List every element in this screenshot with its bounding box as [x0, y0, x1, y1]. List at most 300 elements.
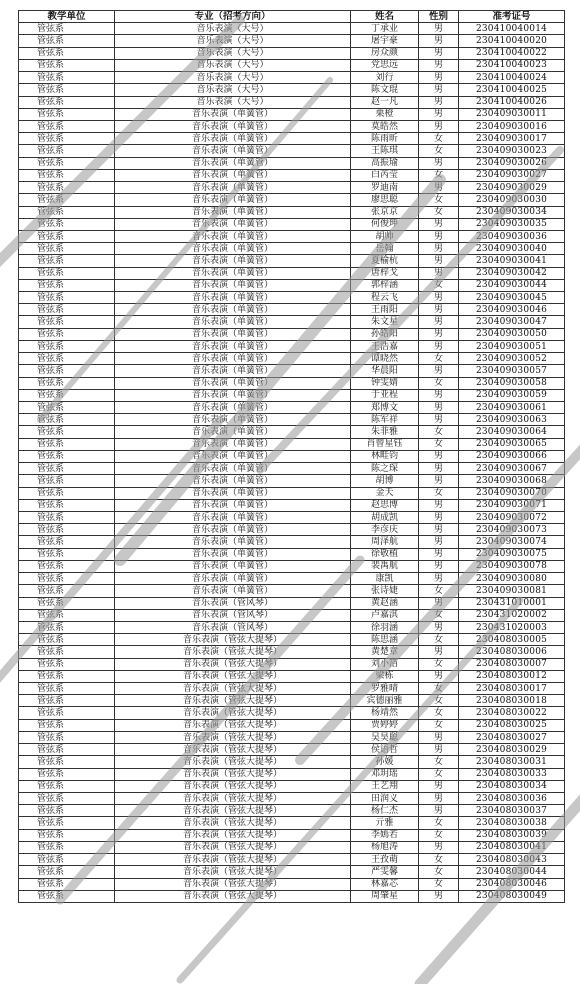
cell-exam-number: 230409030066 [459, 450, 565, 462]
table-row [19, 499, 565, 511]
cell-teaching-unit: 管弦系 [19, 817, 115, 829]
cell-teaching-unit: 管弦系 [19, 145, 115, 157]
cell-major: 音乐表演（大号） [115, 23, 351, 35]
cell-name: 朱菲雅 [351, 426, 419, 438]
table-row [19, 340, 565, 352]
cell-gender: 男 [419, 96, 459, 108]
cell-gender: 女 [419, 133, 459, 145]
cell-teaching-unit: 管弦系 [19, 634, 115, 646]
cell-exam-number: 230408030022 [459, 707, 565, 719]
cell-teaching-unit: 管弦系 [19, 206, 115, 218]
cell-gender: 男 [419, 524, 459, 536]
cell-name: 白芮莹 [351, 169, 419, 181]
cell-major: 音乐表演（单簧管） [115, 133, 351, 145]
cell-major: 音乐表演（大号） [115, 35, 351, 47]
cell-name: 田润义 [351, 793, 419, 805]
cell-name: 党思远 [351, 59, 419, 71]
cell-teaching-unit: 管弦系 [19, 744, 115, 756]
cell-teaching-unit: 管弦系 [19, 133, 115, 145]
table-row [19, 793, 565, 805]
cell-name: 王浩嘉 [351, 340, 419, 352]
cell-exam-number: 230410040014 [459, 23, 565, 35]
cell-name: 杨旭涛 [351, 841, 419, 853]
cell-gender: 男 [419, 243, 459, 255]
cell-name: 李彦庆 [351, 524, 419, 536]
cell-exam-number: 230408030039 [459, 829, 565, 841]
cell-major: 音乐表演（单簧管） [115, 377, 351, 389]
cell-name: 张诗婕 [351, 585, 419, 597]
cell-gender: 女 [419, 695, 459, 707]
cell-name: 王陈琪 [351, 145, 419, 157]
table-row [19, 731, 565, 743]
cell-major: 音乐表演（单簧管） [115, 120, 351, 132]
cell-major: 音乐表演（管弦大提琴） [115, 878, 351, 890]
cell-gender: 男 [419, 59, 459, 71]
table-row [19, 84, 565, 96]
cell-major: 音乐表演（管弦大提琴） [115, 731, 351, 743]
cell-major: 音乐表演（单簧管） [115, 243, 351, 255]
cell-gender: 男 [419, 670, 459, 682]
table-row [19, 267, 565, 279]
cell-exam-number: 230409030080 [459, 573, 565, 585]
cell-exam-number: 230410040020 [459, 35, 565, 47]
cell-name: 黄赵涵 [351, 597, 419, 609]
cell-teaching-unit: 管弦系 [19, 548, 115, 560]
table-row [19, 805, 565, 817]
table-row [19, 829, 565, 841]
table-row [19, 230, 565, 242]
cell-name: 程云飞 [351, 292, 419, 304]
cell-major: 音乐表演（管弦大提琴） [115, 634, 351, 646]
table-row [19, 108, 565, 120]
table-row [19, 169, 565, 181]
table-row [19, 511, 565, 523]
cell-major: 音乐表演（管风琴） [115, 597, 351, 609]
table-row [19, 719, 565, 731]
cell-gender: 男 [419, 646, 459, 658]
cell-major: 音乐表演（单簧管） [115, 108, 351, 120]
cell-major: 音乐表演（管弦大提琴） [115, 683, 351, 695]
admission-table [18, 10, 565, 903]
cell-name: 廖思聪 [351, 194, 419, 206]
cell-major: 音乐表演（单簧管） [115, 145, 351, 157]
cell-gender: 女 [419, 768, 459, 780]
cell-exam-number: 230409030068 [459, 475, 565, 487]
cell-gender: 女 [419, 719, 459, 731]
table-row [19, 450, 565, 462]
header-major: 专业（招考方向） [115, 11, 351, 23]
cell-exam-number: 230409030029 [459, 182, 565, 194]
table-row [19, 524, 565, 536]
cell-gender: 男 [419, 463, 459, 475]
cell-major: 音乐表演（单簧管） [115, 463, 351, 475]
cell-teaching-unit: 管弦系 [19, 304, 115, 316]
cell-major: 音乐表演（管弦大提琴） [115, 646, 351, 658]
cell-major: 音乐表演（管弦大提琴） [115, 866, 351, 878]
cell-exam-number: 230409030081 [459, 585, 565, 597]
cell-name: 郭梓涵 [351, 279, 419, 291]
cell-teaching-unit: 管弦系 [19, 475, 115, 487]
cell-name: 周泽航 [351, 536, 419, 548]
cell-major: 音乐表演（单簧管） [115, 475, 351, 487]
cell-name: 华晨阳 [351, 365, 419, 377]
table-row [19, 304, 565, 316]
cell-exam-number: 230409030050 [459, 328, 565, 340]
cell-teaching-unit: 管弦系 [19, 499, 115, 511]
cell-exam-number: 230409030059 [459, 389, 565, 401]
cell-exam-number: 230408030012 [459, 670, 565, 682]
cell-name: 林畦钧 [351, 450, 419, 462]
cell-exam-number: 230408030029 [459, 744, 565, 756]
cell-teaching-unit: 管弦系 [19, 353, 115, 365]
cell-gender: 男 [419, 402, 459, 414]
table-row [19, 35, 565, 47]
table-row [19, 768, 565, 780]
table-row [19, 597, 565, 609]
cell-teaching-unit: 管弦系 [19, 573, 115, 585]
cell-exam-number: 230409030078 [459, 560, 565, 572]
cell-exam-number: 230408030034 [459, 780, 565, 792]
cell-major: 音乐表演（管弦大提琴） [115, 841, 351, 853]
cell-name: 王雨阳 [351, 304, 419, 316]
cell-major: 音乐表演（管弦大提琴） [115, 854, 351, 866]
cell-gender: 女 [419, 866, 459, 878]
cell-name: 房众颜 [351, 47, 419, 59]
cell-teaching-unit: 管弦系 [19, 169, 115, 181]
cell-name: 岳翰 [351, 243, 419, 255]
table-row [19, 145, 565, 157]
cell-teaching-unit: 管弦系 [19, 768, 115, 780]
cell-name: 肖曾星钰 [351, 438, 419, 450]
cell-gender: 男 [419, 841, 459, 853]
cell-exam-number: 230409030047 [459, 316, 565, 328]
cell-teaching-unit: 管弦系 [19, 279, 115, 291]
cell-gender: 男 [419, 292, 459, 304]
cell-exam-number: 230409030035 [459, 218, 565, 230]
cell-gender: 女 [419, 279, 459, 291]
cell-name: 黄楚章 [351, 646, 419, 658]
cell-teaching-unit: 管弦系 [19, 96, 115, 108]
cell-teaching-unit: 管弦系 [19, 23, 115, 35]
cell-gender: 男 [419, 108, 459, 120]
cell-name: 赵思博 [351, 499, 419, 511]
cell-teaching-unit: 管弦系 [19, 316, 115, 328]
cell-major: 音乐表演（单簧管） [115, 169, 351, 181]
table-row [19, 854, 565, 866]
cell-gender: 男 [419, 805, 459, 817]
cell-gender: 男 [419, 328, 459, 340]
cell-major: 音乐表演（单簧管） [115, 389, 351, 401]
cell-exam-number: 230408030007 [459, 658, 565, 670]
cell-gender: 女 [419, 169, 459, 181]
table-row [19, 426, 565, 438]
cell-major: 音乐表演（单簧管） [115, 218, 351, 230]
cell-exam-number: 230409030026 [459, 157, 565, 169]
cell-gender: 女 [419, 756, 459, 768]
cell-gender: 男 [419, 621, 459, 633]
cell-major: 音乐表演（单簧管） [115, 402, 351, 414]
cell-teaching-unit: 管弦系 [19, 878, 115, 890]
cell-major: 音乐表演（单簧管） [115, 573, 351, 585]
table-row [19, 658, 565, 670]
cell-gender: 男 [419, 548, 459, 560]
cell-major: 音乐表演（单簧管） [115, 499, 351, 511]
cell-name: 莫皓然 [351, 120, 419, 132]
cell-exam-number: 230410040025 [459, 84, 565, 96]
cell-gender: 女 [419, 829, 459, 841]
cell-major: 音乐表演（管弦大提琴） [115, 756, 351, 768]
cell-exam-number: 230408030031 [459, 756, 565, 768]
cell-major: 音乐表演（单簧管） [115, 560, 351, 572]
cell-teaching-unit: 管弦系 [19, 707, 115, 719]
cell-gender: 女 [419, 487, 459, 499]
cell-major: 音乐表演（管风琴） [115, 609, 351, 621]
cell-teaching-unit: 管弦系 [19, 194, 115, 206]
cell-teaching-unit: 管弦系 [19, 35, 115, 47]
cell-exam-number: 230409030052 [459, 353, 565, 365]
cell-exam-number: 230408030036 [459, 793, 565, 805]
table-row [19, 328, 565, 340]
cell-major: 音乐表演（管弦大提琴） [115, 780, 351, 792]
cell-teaching-unit: 管弦系 [19, 719, 115, 731]
cell-exam-number: 230409030027 [459, 169, 565, 181]
cell-major: 音乐表演（单簧管） [115, 365, 351, 377]
cell-major: 音乐表演（管风琴） [115, 621, 351, 633]
cell-exam-number: 230408030025 [459, 719, 565, 731]
cell-name: 卢嘉淇 [351, 609, 419, 621]
cell-exam-number: 230408030049 [459, 890, 565, 902]
cell-name: 郑博文 [351, 402, 419, 414]
cell-gender: 男 [419, 511, 459, 523]
cell-gender: 女 [419, 585, 459, 597]
cell-teaching-unit: 管弦系 [19, 793, 115, 805]
cell-major: 音乐表演（单簧管） [115, 230, 351, 242]
cell-exam-number: 230408030017 [459, 683, 565, 695]
cell-major: 音乐表演（管弦大提琴） [115, 890, 351, 902]
cell-major: 音乐表演（大号） [115, 47, 351, 59]
cell-major: 音乐表演（单簧管） [115, 279, 351, 291]
cell-gender: 男 [419, 389, 459, 401]
cell-name: 陈文琨 [351, 84, 419, 96]
cell-gender: 男 [419, 780, 459, 792]
cell-name: 张京京 [351, 206, 419, 218]
header-name: 姓名 [351, 11, 419, 23]
cell-gender: 女 [419, 878, 459, 890]
cell-gender: 男 [419, 365, 459, 377]
cell-name: 宾德丽雅 [351, 695, 419, 707]
cell-gender: 男 [419, 72, 459, 84]
cell-name: 徐羽涵 [351, 621, 419, 633]
table-row [19, 218, 565, 230]
table-row [19, 780, 565, 792]
cell-teaching-unit: 管弦系 [19, 365, 115, 377]
cell-major: 音乐表演（管弦大提琴） [115, 829, 351, 841]
cell-name: 王艺翔 [351, 780, 419, 792]
cell-major: 音乐表演（管弦大提琴） [115, 793, 351, 805]
cell-name: 钟雯婧 [351, 377, 419, 389]
table-row [19, 560, 565, 572]
cell-teaching-unit: 管弦系 [19, 267, 115, 279]
cell-major: 音乐表演（单簧管） [115, 353, 351, 365]
cell-name: 丁承业 [351, 23, 419, 35]
cell-major: 音乐表演（管弦大提琴） [115, 768, 351, 780]
cell-name: 周肇星 [351, 890, 419, 902]
cell-teaching-unit: 管弦系 [19, 328, 115, 340]
cell-name: 孙皓阳 [351, 328, 419, 340]
cell-gender: 男 [419, 450, 459, 462]
cell-name: 谭晓然 [351, 353, 419, 365]
cell-teaching-unit: 管弦系 [19, 426, 115, 438]
cell-name: 胡成凯 [351, 511, 419, 523]
cell-gender: 男 [419, 35, 459, 47]
cell-major: 音乐表演（大号） [115, 72, 351, 84]
cell-teaching-unit: 管弦系 [19, 230, 115, 242]
cell-gender: 男 [419, 744, 459, 756]
cell-major: 音乐表演（大号） [115, 84, 351, 96]
cell-gender: 男 [419, 316, 459, 328]
table-row [19, 841, 565, 853]
cell-name: 刘行 [351, 72, 419, 84]
cell-gender: 男 [419, 560, 459, 572]
cell-teaching-unit: 管弦系 [19, 658, 115, 670]
cell-exam-number: 230408030043 [459, 854, 565, 866]
table-row [19, 670, 565, 682]
cell-major: 音乐表演（大号） [115, 59, 351, 71]
cell-major: 音乐表演（单簧管） [115, 292, 351, 304]
cell-name: 罗迪南 [351, 182, 419, 194]
cell-teaching-unit: 管弦系 [19, 585, 115, 597]
cell-exam-number: 230431020002 [459, 609, 565, 621]
cell-gender: 男 [419, 414, 459, 426]
cell-teaching-unit: 管弦系 [19, 524, 115, 536]
cell-gender: 男 [419, 475, 459, 487]
cell-name: 罗雅晴 [351, 683, 419, 695]
cell-exam-number: 230408030037 [459, 805, 565, 817]
table-row [19, 23, 565, 35]
table-row [19, 365, 565, 377]
table-row [19, 475, 565, 487]
table-row [19, 72, 565, 84]
cell-name: 严雯馨 [351, 866, 419, 878]
cell-major: 音乐表演（单簧管） [115, 511, 351, 523]
cell-gender: 男 [419, 731, 459, 743]
cell-teaching-unit: 管弦系 [19, 157, 115, 169]
cell-exam-number: 230409030063 [459, 414, 565, 426]
cell-name: 梁栋 [351, 670, 419, 682]
cell-teaching-unit: 管弦系 [19, 463, 115, 475]
cell-exam-number: 230409030064 [459, 426, 565, 438]
cell-name: 侯语哲 [351, 744, 419, 756]
cell-exam-number: 230409030044 [459, 279, 565, 291]
cell-gender: 女 [419, 817, 459, 829]
cell-gender: 女 [419, 634, 459, 646]
cell-name: 李嫣若 [351, 829, 419, 841]
cell-teaching-unit: 管弦系 [19, 683, 115, 695]
cell-name: 刘小箔 [351, 658, 419, 670]
table-row [19, 707, 565, 719]
table-row [19, 194, 565, 206]
table-row [19, 279, 565, 291]
table-row [19, 120, 565, 132]
cell-gender: 女 [419, 658, 459, 670]
cell-teaching-unit: 管弦系 [19, 695, 115, 707]
cell-teaching-unit: 管弦系 [19, 389, 115, 401]
cell-name: 邓玥瑶 [351, 768, 419, 780]
cell-major: 音乐表演（单簧管） [115, 340, 351, 352]
cell-name: 唐梓戈 [351, 267, 419, 279]
table-row [19, 744, 565, 756]
cell-exam-number: 230431020003 [459, 621, 565, 633]
cell-exam-number: 230409030030 [459, 194, 565, 206]
cell-gender: 女 [419, 707, 459, 719]
cell-name: 胡帅 [351, 230, 419, 242]
cell-gender: 女 [419, 609, 459, 621]
cell-teaching-unit: 管弦系 [19, 292, 115, 304]
cell-name: 杨靖然 [351, 707, 419, 719]
table-row [19, 817, 565, 829]
cell-gender: 男 [419, 218, 459, 230]
cell-name: 贾婷婷 [351, 719, 419, 731]
cell-teaching-unit: 管弦系 [19, 414, 115, 426]
cell-exam-number: 230408030046 [459, 878, 565, 890]
table-row [19, 548, 565, 560]
cell-name: 于亚程 [351, 389, 419, 401]
table-row [19, 573, 565, 585]
table-row [19, 536, 565, 548]
cell-major: 音乐表演（单簧管） [115, 206, 351, 218]
cell-gender: 男 [419, 304, 459, 316]
cell-gender: 男 [419, 267, 459, 279]
table-row [19, 683, 565, 695]
cell-major: 音乐表演（管弦大提琴） [115, 744, 351, 756]
cell-teaching-unit: 管弦系 [19, 560, 115, 572]
cell-exam-number: 230409030070 [459, 487, 565, 499]
cell-major: 音乐表演（管弦大提琴） [115, 805, 351, 817]
cell-teaching-unit: 管弦系 [19, 402, 115, 414]
cell-gender: 女 [419, 206, 459, 218]
cell-gender: 女 [419, 438, 459, 450]
cell-teaching-unit: 管弦系 [19, 72, 115, 84]
cell-teaching-unit: 管弦系 [19, 340, 115, 352]
cell-exam-number: 230409030058 [459, 377, 565, 389]
cell-teaching-unit: 管弦系 [19, 829, 115, 841]
cell-teaching-unit: 管弦系 [19, 511, 115, 523]
cell-teaching-unit: 管弦系 [19, 841, 115, 853]
cell-name: 陈之琛 [351, 463, 419, 475]
cell-gender: 女 [419, 145, 459, 157]
cell-exam-number: 230409030017 [459, 133, 565, 145]
cell-teaching-unit: 管弦系 [19, 780, 115, 792]
cell-major: 音乐表演（单簧管） [115, 414, 351, 426]
cell-teaching-unit: 管弦系 [19, 108, 115, 120]
cell-exam-number: 230409030057 [459, 365, 565, 377]
cell-name: 屠宇豪 [351, 35, 419, 47]
cell-teaching-unit: 管弦系 [19, 487, 115, 499]
table-row [19, 634, 565, 646]
cell-exam-number: 230409030045 [459, 292, 565, 304]
table-header-row [19, 11, 565, 23]
cell-teaching-unit: 管弦系 [19, 218, 115, 230]
cell-teaching-unit: 管弦系 [19, 255, 115, 267]
cell-gender: 男 [419, 84, 459, 96]
cell-major: 音乐表演（单簧管） [115, 487, 351, 499]
table-row [19, 243, 565, 255]
cell-name: 徐敬植 [351, 548, 419, 560]
cell-teaching-unit: 管弦系 [19, 377, 115, 389]
table-row [19, 59, 565, 71]
cell-major: 音乐表演（单簧管） [115, 182, 351, 194]
table-row [19, 206, 565, 218]
